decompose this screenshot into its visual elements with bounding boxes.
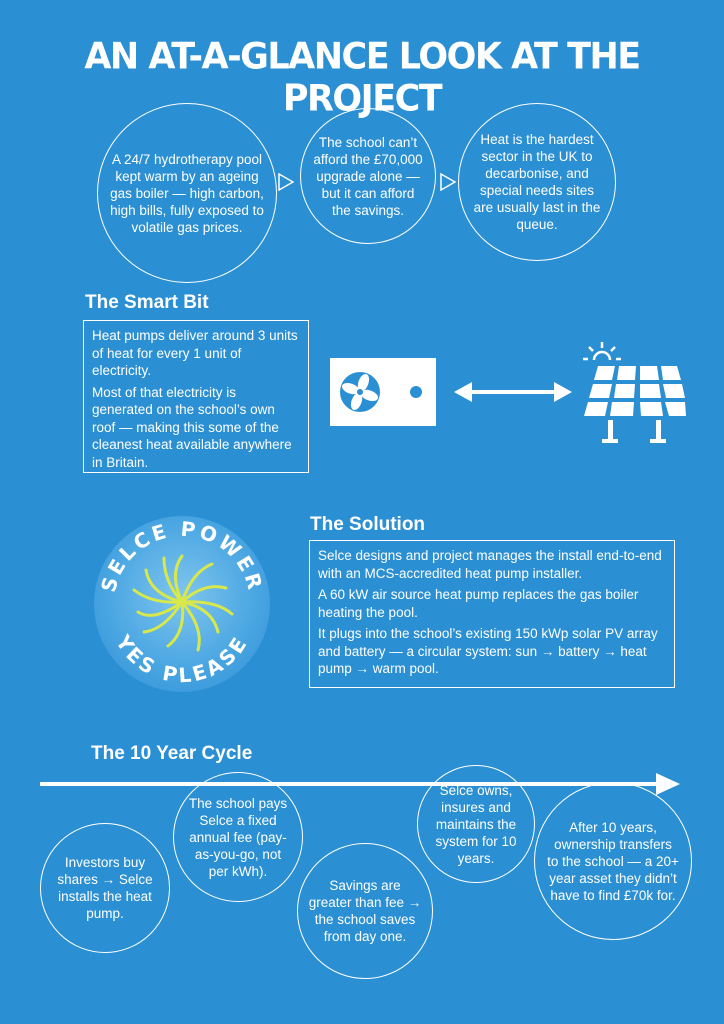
solution-heading: The Solution xyxy=(310,514,426,535)
double-arrow-icon xyxy=(454,380,572,404)
arrow-right-icon xyxy=(278,173,294,191)
selce-badge-logo xyxy=(94,504,270,699)
problem-circle-3: Heat is the hardest sector in the UK to decarbonise, and special needs sites are usually last in the queue. xyxy=(458,103,616,261)
page-title: AN AT-A-GLANCE LOOK AT THE PROJECT xyxy=(84,36,640,120)
heat-pump-icon xyxy=(330,358,436,426)
cycle-step-3: Savings are greater than fee → the school saves from day one. xyxy=(297,843,433,979)
problem-circle-1: A 24/7 hydrotherapy pool kept warm by an ageing gas boiler — high carbon, high bills, fully exposed to volatile gas prices. xyxy=(97,103,277,283)
smart-bit-heading: The Smart Bit xyxy=(85,292,209,313)
solution-text-3: It plugs into the school’s existing 150 kWp solar PV array and battery — a circular system: sun → battery → heat pump → warm pool. xyxy=(318,626,658,676)
solution-text-2: A 60 kW air source heat pump replaces the gas boiler heating the pool. xyxy=(318,587,639,620)
arrow-right-icon xyxy=(440,173,456,191)
solution-box xyxy=(309,540,675,688)
smart-bit-box xyxy=(83,320,309,473)
problem-circle-2: The school can’t afford the £70,000 upgrade alone — but it can afford the savings. xyxy=(300,108,436,244)
cycle-step-2: The school pays Selce a fixed annual fee (pay-as-you-go, not per kWh). xyxy=(173,772,303,902)
cycle-step-4: Selce owns, insures and maintains the system for 10 years. xyxy=(417,765,535,883)
cycle-step-1: Investors buy shares → Selce installs the heat pump. xyxy=(40,823,170,953)
badge-bottom-text: YES PLEASE xyxy=(111,630,253,688)
cycle-step-5: After 10 years, ownership transfers to the school — a 20+ year asset they didn’t have to find £70k for. xyxy=(534,782,692,940)
solution-text-1: Selce designs and project manages the install end-to-end with an MCS-accredited heat pump installer. xyxy=(318,548,662,581)
solar-panel-icon xyxy=(574,340,686,445)
smart-bit-text-1: Heat pumps deliver around 3 units of heat for every 1 unit of electricity. xyxy=(92,328,298,378)
badge-top-text: SELCE POWER xyxy=(96,516,268,595)
smart-bit-text-2: Most of that electricity is generated on the school’s own roof — making this some of the cleanest heat available anywhere in Britain. xyxy=(92,384,292,470)
cycle-heading: The 10 Year Cycle xyxy=(91,743,253,764)
